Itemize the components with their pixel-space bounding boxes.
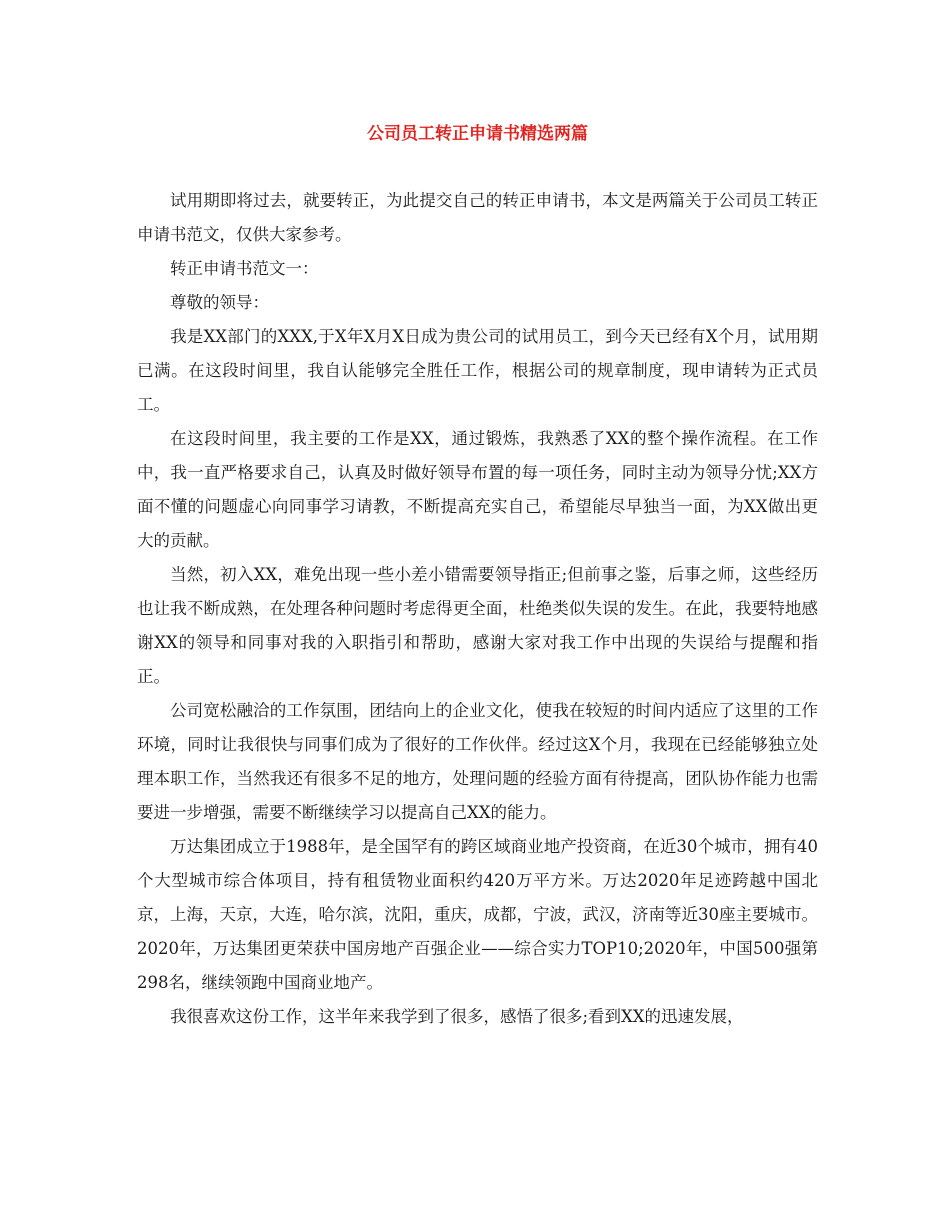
body-paragraph: 我很喜欢这份工作，这半年来我学到了很多，感悟了很多;看到XX的迅速发展， — [170, 1007, 744, 1026]
sample-heading: 转正申请书范文一： — [170, 259, 319, 278]
body-paragraph: 我是XX部门的XXX,于X年X月X日成为贵公司的试用员工，到今天已经有X个月，试用期已满。在这段时间里，我自认能够完全胜任工作，根据公司的规章制度，现申请转为正式员工。 — [137, 327, 818, 414]
body-paragraph: 当然，初入XX，难免出现一些小差小错需要领导指正;但前事之鉴，后事之师，这些经历也让我不断成熟，在处理各种问题时考虑得更全面，杜绝类似失误的发生。在此，我要特地感谢XX的领导和同事对我的入职指引和帮助，感谢大家对我工作中出现的失误给与提醒和指正。 — [137, 565, 818, 686]
salutation: 尊敬的领导： — [170, 293, 269, 312]
body-paragraph: 万达集团成立于1988年，是全国罕有的跨区域商业地产投资商，在近30个城市，拥有40个大型城市综合体项目，持有租赁物业面积约420万平方米。万达2020年足迹跨越中国北京，上海，天京，大连，哈尔滨，沈阳，重庆，成都，宁波，武汉，济南等近30座主要城市。2020年，万达集团更荣获中国房地产百强企业——综合实力TOP10;2020年，中国500强第298名，继续领跑中国商业地产。 — [137, 837, 818, 992]
intro-paragraph: 试用期即将过去，就要转正，为此提交自己的转正申请书，本文是两篇关于公司员工转正申请书范文，仅供大家参考。 — [137, 191, 818, 244]
body-paragraph: 公司宽松融洽的工作氛围，团结向上的企业文化，使我在较短的时间内适应了这里的工作环境，同时让我很快与同事们成为了很好的工作伙伴。经过这X个月，我现在已经能够独立处理本职工作，当然我还有很多不足的地方，处理问题的经验方面有待提高，团队协作能力也需要进一步增强，需要不断继续学习以提高自己XX的能力。 — [137, 701, 818, 822]
body-paragraph: 在这段时间里，我主要的工作是XX，通过锻炼，我熟悉了XX的整个操作流程。在工作中，我一直严格要求自己，认真及时做好领导布置的每一项任务，同时主动为领导分忧;XX方面不懂的问题虚心向同事学习请教，不断提高充实自己，希望能尽早独当一面，为XX做出更大的贡献。 — [137, 429, 818, 550]
document-title: 公司员工转正申请书精选两篇 — [367, 124, 588, 144]
